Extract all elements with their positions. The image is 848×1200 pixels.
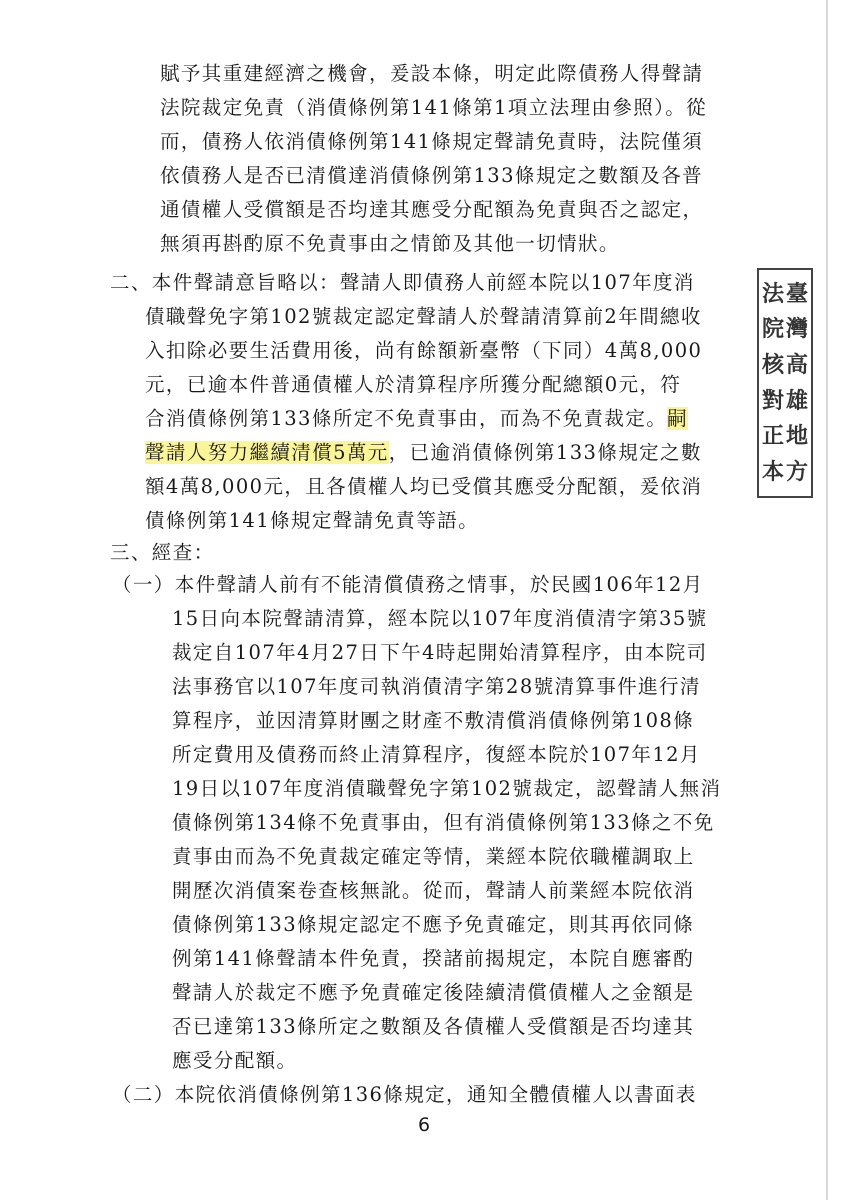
seal-char: 方 <box>785 459 808 486</box>
subsection-one-heading-line: （一）本件聲請人前有不能清償債務之情事，於民國106年12月 <box>112 573 704 596</box>
text-line <box>145 441 702 465</box>
seal-char: 地 <box>785 423 808 450</box>
seal-char: 雄 <box>785 387 808 414</box>
text-line: 開歷次消債案卷查核無訛。從而，聲請人前業經本院依消 <box>172 879 695 902</box>
text-line: 15日向本院聲請清算，經本院以107年度消債清字第35號 <box>172 607 708 630</box>
subsection-two-heading-line: （二）本院依消債條例第136條規定，通知全體債權人以書面表 <box>112 1083 697 1106</box>
text-line: 法院裁定免責（消債條例第141條第1項立法理由參照）。從 <box>160 96 708 119</box>
page-edge-divider <box>826 0 828 1200</box>
text-line: 債條例第134條不免責事由，但有消債條例第133條之不免 <box>172 811 715 834</box>
text-line: 而，債務人依消債條例第141條規定聲請免責時，法院僅須 <box>160 130 704 153</box>
text-segment: 合消債條例第133條所定不免責事由，而為不免責裁定。 <box>145 407 668 430</box>
text-line: 法事務官以107年度司執消債清字第28號清算事件進行清 <box>172 675 701 698</box>
text-line: 所定費用及債務而終止清算程序，復經本院於107年12月 <box>172 743 701 766</box>
text-line: 依債務人是否已清償達消債條例第133條規定之數額及各普 <box>160 164 704 187</box>
seal-char: 正 <box>761 423 784 450</box>
text-line: 通債權人受償額是否均達其應受分配額為免責與否之認定， <box>160 198 704 221</box>
section-two-heading-line: 二、本件聲請意旨略以：聲請人即債務人前經本院以107年度消 <box>110 271 695 294</box>
seal-char: 臺 <box>785 280 808 307</box>
section-three-heading: 三、經查： <box>110 541 215 564</box>
text-line: 無須再斟酌原不免責事由之情節及其他一切情狀。 <box>160 232 620 255</box>
text-line: 算程序，並因清算財團之財產不敷清償消債條例第108條 <box>172 709 695 732</box>
seal-char: 院 <box>761 316 784 343</box>
seal-char: 灣 <box>785 316 808 343</box>
seal-char: 高 <box>785 352 808 379</box>
text-line: 債條例第133條規定認定不應予免責確定，則其再依同條 <box>172 913 695 936</box>
text-line <box>145 407 688 431</box>
text-line: 聲請人於裁定不應予免責確定後陸續清償債權人之金額是 <box>172 981 695 1004</box>
highlighted-text: 嗣 <box>667 407 689 430</box>
text-line: 責事由而為不免責裁定確定等情，業經本院依職權調取上 <box>172 845 695 868</box>
text-line: 債職聲免字第102號裁定認定聲請人於聲請清算前2年間總收 <box>145 305 702 328</box>
text-line: 應受分配額。 <box>172 1049 298 1072</box>
text-line: 否已達第133條所定之數額及各債權人受償額是否均達其 <box>172 1015 695 1038</box>
seal-char: 本 <box>761 459 784 486</box>
highlighted-text: 聲請人努力繼續清償5萬元 <box>145 441 389 464</box>
text-line: 債條例第141條規定聲請免責等語。 <box>145 509 480 532</box>
seal-column <box>786 276 808 490</box>
text-line: 元，已逾本件普通債權人於清算程序所獲分配總額0元，符 <box>145 373 682 396</box>
text-line: 例第141條聲請本件免責，揆諸前揭規定，本院自應審酌 <box>172 947 695 970</box>
seal-char: 核 <box>761 352 784 379</box>
text-segment: ，已逾消債條例第133條規定之數 <box>388 441 702 464</box>
text-line: 賦予其重建經濟之機會，爰設本條，明定此際債務人得聲請 <box>160 62 704 85</box>
court-certification-seal <box>757 268 813 498</box>
text-line: 裁定自107年4月27日下午4時起開始清算程序，由本院司 <box>172 641 708 664</box>
seal-char: 對 <box>761 387 784 414</box>
text-line: 額4萬8,000元，且各債權人均已受償其應受分配額，爰依消 <box>145 475 703 498</box>
seal-char: 法 <box>761 280 784 307</box>
text-line: 入扣除必要生活費用後，尚有餘額新臺幣（下同）4萬8,000 <box>145 339 703 362</box>
text-line: 19日以107年度消債職聲免字第102號裁定，認聲請人無消 <box>172 777 722 800</box>
page-number: 6 <box>417 1114 431 1136</box>
seal-column <box>762 276 784 490</box>
